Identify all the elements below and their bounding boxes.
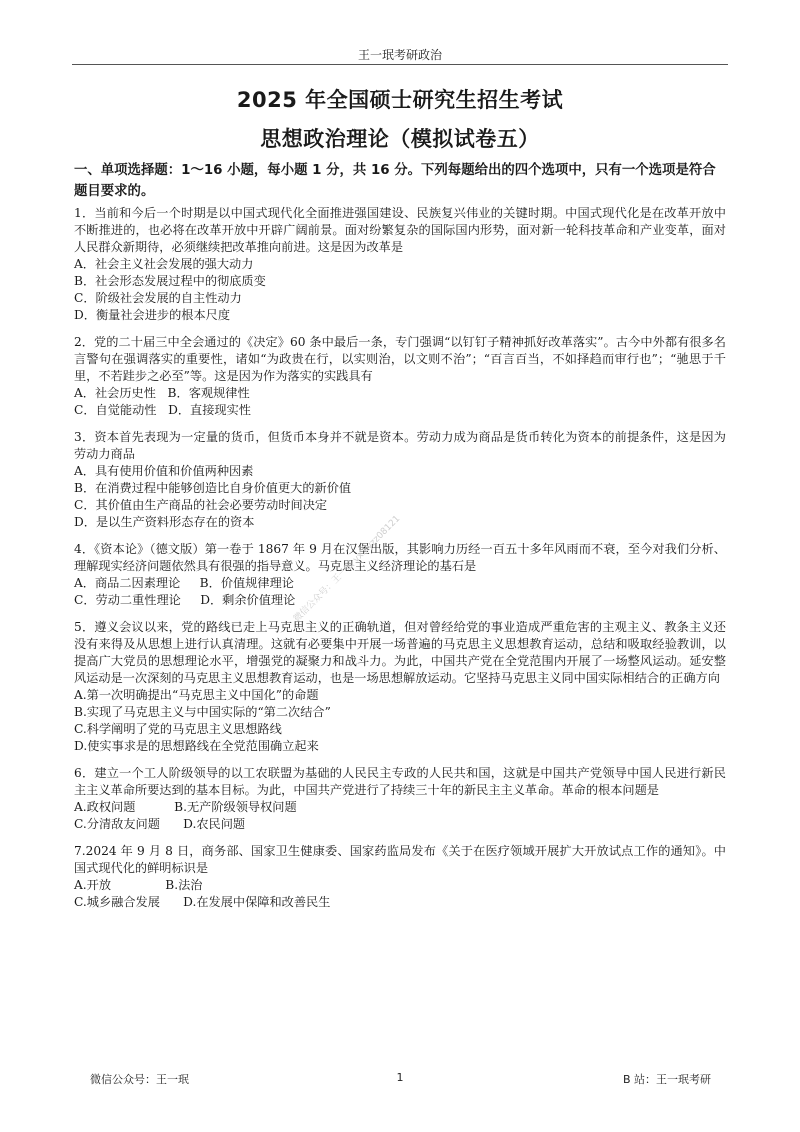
question-stem: 2．党的二十届三中全会通过的《决定》60 条中最后一条，专门强调“以钉钉子精神抓好改革落实”。古今中外都有很多名言警句在强调落实的重要性，诸如“为政贵在行，以实则治，以文则不治”；“百言百当，不如择趋而审行也”；“驰思于千里，不若跬步之必至”等。这是因为作为落实的实践具有 bbox=[74, 335, 726, 383]
question-6 bbox=[74, 765, 726, 833]
option-d: D.使实事求是的思想路线在全党范围确立起来 bbox=[74, 739, 319, 753]
page-number: 1 bbox=[396, 1071, 404, 1084]
option-ab: A．社会历史性 B．客观规律性 bbox=[74, 386, 250, 400]
option-d: D．衡量社会进步的根本尺度 bbox=[74, 308, 231, 322]
question-stem: 5．遵义会议以来，党的路线已走上马克思主义的正确轨道，但对曾经给党的事业造成严重危害的主观主义、教条主义还没有来得及从思想上进行认真清理。这就有必要集中开展一场普遍的马克思主义思想教育运动，总结和吸取经验教训，以提高广大党员的思想理论水平，增强党的凝聚力和战斗力。为此，中国共产党在全党范围内开展了一场整风运动。延安整风运动是一次深刻的马克思主义思想教育运动，也是一场思想解放运动。它坚持马克思主义同中国实际相结合的正确方向 bbox=[74, 620, 726, 685]
option-b: B.实现了马克思主义与中国实际的“第二次结合” bbox=[74, 705, 331, 719]
running-header: 王一珉考研政治 bbox=[357, 48, 442, 62]
option-cd: C．劳动二重性理论 D．剩余价值理论 bbox=[74, 593, 296, 607]
option-c: C．阶级社会发展的自主性动力 bbox=[74, 291, 242, 305]
option-c: C．其价值由生产商品的社会必要劳动时间决定 bbox=[74, 498, 328, 512]
option-ab: A.开放 B.法治 bbox=[74, 878, 203, 892]
section-heading: 一、单项选择题：1～16 小题，每小题 1 分，共 16 分。下列每题给出的四个选项中，只有一个选项是符合题目要求的。 bbox=[74, 163, 716, 199]
question-stem: 6．建立一个工人阶级领导的以工农联盟为基础的人民民主专政的人民共和国，这就是中国共产党领导中国人民进行新民主主义革命所要达到的基本目标。为此，中国共产党进行了持续三十年的新民主主义革命。革命的根本问题是 bbox=[74, 766, 726, 797]
option-c: C.科学阐明了党的马克思主义思想路线 bbox=[74, 722, 282, 736]
option-cd: C.分清敌友问题 D.农民问题 bbox=[74, 817, 246, 831]
question-stem: 4．《资本论》（德文版）第一卷于 1867 年 9 月在汉堡出版，其影响力历经一百五十多年风雨而不衰，至今对我们分析、理解现实经济问题依然具有很强的指导意义。马克思主义经济理论的基石是 bbox=[74, 542, 726, 573]
option-d: D．是以生产资料形态存在的资本 bbox=[74, 515, 255, 529]
option-ab: A．商品二因素理论 B．价值规律理论 bbox=[74, 576, 294, 590]
question-5 bbox=[74, 619, 726, 755]
question-stem: 3．资本首先表现为一定量的货币，但货币本身并不就是资本。劳动力成为商品是货币转化为资本的前提条件，这是因为劳动力商品 bbox=[74, 430, 726, 461]
option-a: A．具有使用价值和价值两种因素 bbox=[74, 464, 254, 478]
option-b: B．社会形态发展过程中的彻底质变 bbox=[74, 274, 266, 288]
footer-bilibili: B 站：王一珉考研 bbox=[623, 1073, 712, 1086]
option-ab: A.政权问题 B.无产阶级领导权问题 bbox=[74, 800, 297, 814]
question-4 bbox=[74, 541, 726, 609]
question-3 bbox=[74, 429, 726, 531]
option-a: A.第一次明确提出“马克思主义中国化”的命题 bbox=[74, 688, 319, 702]
question-stem: 7.2024 年 9 月 8 日，商务部、国家卫生健康委、国家药监局发布《关于在医疗领域开展扩大开放试点工作的通知》。中国式现代化的鲜明标识是 bbox=[74, 844, 726, 875]
option-b: B．在消费过程中能够创造比自身价值更大的新价值 bbox=[74, 481, 352, 495]
question-1 bbox=[74, 205, 726, 324]
footer-wechat: 微信公众号：王一珉 bbox=[90, 1073, 189, 1086]
option-cd: C．自觉能动性 D．直接现实性 bbox=[74, 403, 251, 417]
header-rule bbox=[72, 64, 728, 65]
option-cd: C.城乡融合发展 D.在发展中保障和改善民生 bbox=[74, 895, 331, 909]
exam-subtitle: 思想政治理论（模拟试卷五） bbox=[260, 127, 540, 151]
question-2 bbox=[74, 334, 726, 419]
question-content bbox=[74, 160, 726, 921]
question-stem: 1．当前和今后一个时期是以中国式现代化全面推进强国建设、民族复兴伟业的关键时期。中国式现代化是在改革开放中不断推进的，也必将在改革开放中开辟广阔前景。面对纷繁复杂的国际国内形势，面对新一轮科技革命和产业变革，面对人民群众新期待，必须继续把改革推向前进。这是因为改革是 bbox=[74, 206, 726, 254]
page-footer bbox=[0, 1071, 800, 1087]
question-7 bbox=[74, 843, 726, 911]
exam-title: 2025 年全国硕士研究生招生考试 bbox=[236, 88, 564, 112]
option-a: A．社会主义社会发展的强大动力 bbox=[74, 257, 254, 271]
watermark: 微信公众号：王一珉 vx:kyzz08121 bbox=[292, 513, 403, 625]
